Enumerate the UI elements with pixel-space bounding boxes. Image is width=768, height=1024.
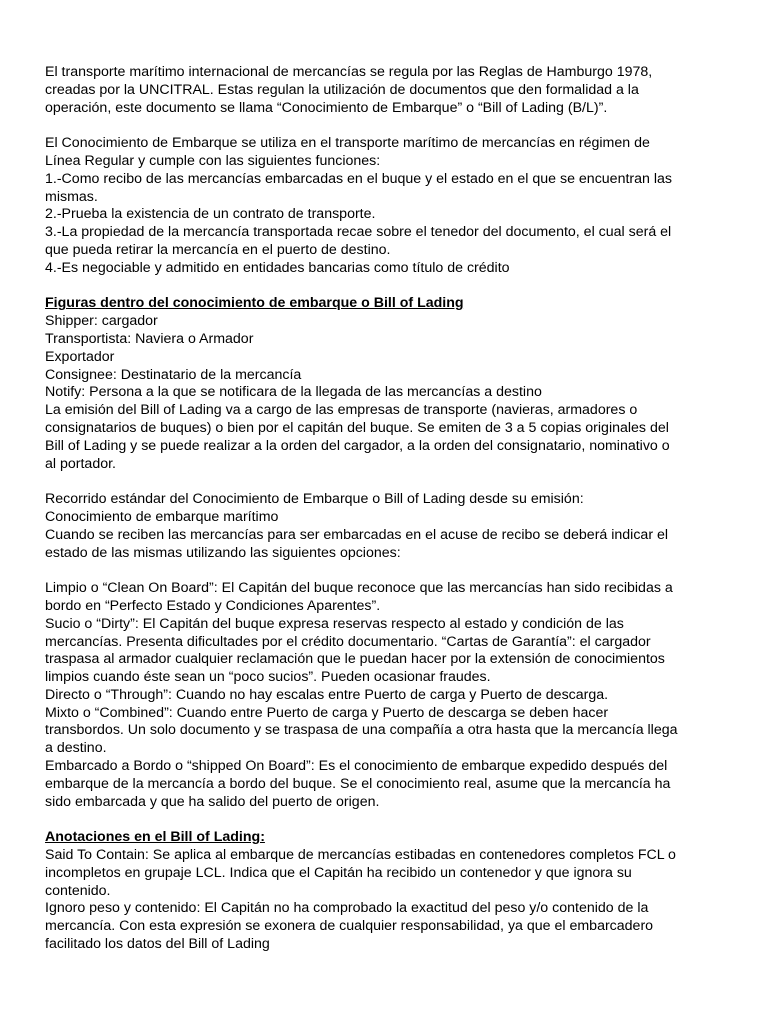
text-line: estado de las mismas utilizando las siguientes opciones:: [45, 544, 401, 561]
text-line: embarque de la mercancía a bordo del buque. Se el conocimiento real, asume que la mercancía ha: [45, 775, 671, 792]
list-item: 2.-Prueba la existencia de un contrato de transporte.: [45, 206, 376, 223]
text-line: Embarcado a Bordo o “shipped On Board”: Es el conocimiento de embarque expedido después del: [45, 758, 668, 775]
text-line: consignatarios de buques) o bien por el capitán del buque. Se emiten de 3 a 5 copias originales del: [45, 419, 669, 436]
text-line: Cuando se reciben las mercancías para ser embarcadas en el acuse de recibo se deberá indicar el: [45, 526, 669, 543]
text-line: transbordos. Un solo documento y se traspasa de una compañía a otra hasta que la mercancía llega: [45, 722, 678, 739]
text-line: La emisión del Bill of Lading va a cargo de las empresas de transporte (navieras, armadores o: [45, 402, 638, 419]
functions-paragraph: [45, 135, 725, 277]
route-paragraph: [45, 491, 725, 562]
list-item: 4.-Es negociable y admitido en entidades bancarias como título de crédito: [45, 259, 510, 276]
text-line: creadas por la UNCITRAL. Estas regulan la utilización de documentos que den formalidad a la: [45, 81, 639, 98]
text-line: Sucio o “Dirty”: El Capitán del buque expresa reservas respecto al estado y condición de las: [45, 615, 624, 632]
section-heading: Anotaciones en el Bill of Lading:: [45, 829, 265, 846]
text-line: facilitado los datos del Bill of Lading: [45, 936, 270, 953]
text-line: mismas.: [45, 188, 98, 205]
text-line: Notify: Persona a la que se notificara de la llegada de las mercancías a destino: [45, 384, 542, 401]
text-line: Línea Regular y cumple con las siguientes funciones:: [45, 152, 381, 169]
text-line: Consignee: Destinatario de la mercancía: [45, 366, 302, 383]
figures-section: [45, 295, 725, 473]
text-line: Conocimiento de embarque marítimo: [45, 508, 279, 525]
text-line: Mixto o “Combined”: Cuando entre Puerto de carga y Puerto de descarga se deben hacer: [45, 704, 609, 721]
intro-paragraph: [45, 64, 725, 117]
text-line: a destino.: [45, 740, 107, 757]
text-line: El Conocimiento de Embarque se utiliza en el transporte marítimo de mercancías en régimen de: [45, 135, 650, 152]
text-line: Shipper: cargador: [45, 313, 158, 330]
list-item: 1.-Como recibo de las mercancías embarcadas en el buque y el estado en el que se encuentran las: [45, 170, 672, 187]
text-line: mercancías. Presenta dificultades por el crédito documentario. “Cartas de Garantía”: el cargador: [45, 633, 651, 650]
text-line: operación, este documento se llama “Conocimiento de Embarque” o “Bill of Lading (B/L)”.: [45, 99, 608, 116]
text-line: Ignoro peso y contenido: El Capitán no ha comprobado la exactitud del peso y/o contenido de la: [45, 900, 649, 917]
text-line: incompletos en grupaje LCL. Indica que el Capitán ha recibido un contenedor y que ignora su: [45, 864, 632, 881]
text-line: traspasa al armador cualquier reclamación que le puedan hacer por la extensión de conocimientos: [45, 651, 665, 668]
text-line: Directo o “Through”: Cuando no hay escalas entre Puerto de carga y Puerto de descarga.: [45, 686, 609, 703]
options-paragraph: [45, 580, 725, 811]
text-line: sido embarcada y que ha salido del puerto de origen.: [45, 793, 380, 810]
text-line: al portador.: [45, 455, 116, 472]
text-line: Recorrido estándar del Conocimiento de Embarque o Bill of Lading desde su emisión:: [45, 491, 584, 508]
text-line: Transportista: Naviera o Armador: [45, 330, 254, 347]
text-line: que pueda retirar la mercancía en el puerto de destino.: [45, 241, 391, 258]
text-line: contenido.: [45, 882, 111, 899]
text-line: mercancía. Con esta expresión se exonera de cualquier responsabilidad, ya que el embarcadero: [45, 918, 654, 935]
text-line: Limpio o “Clean On Board”: El Capitán del buque reconoce que las mercancías han sido recibidas a: [45, 580, 673, 597]
annotations-section: [45, 829, 725, 954]
text-line: bordo en “Perfecto Estado y Condiciones Aparentes”.: [45, 597, 381, 614]
section-heading: Figuras dentro del conocimiento de embarque o Bill of Lading: [45, 295, 464, 312]
document-page: [45, 64, 725, 954]
text-line: limpios cuando éste sean un “poco sucios”. Pueden ocasionar fraudes.: [45, 669, 491, 686]
text-line: El transporte marítimo internacional de mercancías se regula por las Reglas de Hamburgo 1978,: [45, 64, 653, 80]
list-item: 3.-La propiedad de la mercancía transportada recae sobre el tenedor del documento, el cual será el: [45, 224, 672, 241]
text-line: Exportador: [45, 348, 115, 365]
text-line: Said To Contain: Se aplica al embarque de mercancías estibadas en contenedores completos FCL o: [45, 847, 676, 864]
text-line: Bill of Lading y se puede realizar a la orden del cargador, a la orden del consignatario, nominativo o: [45, 437, 670, 454]
